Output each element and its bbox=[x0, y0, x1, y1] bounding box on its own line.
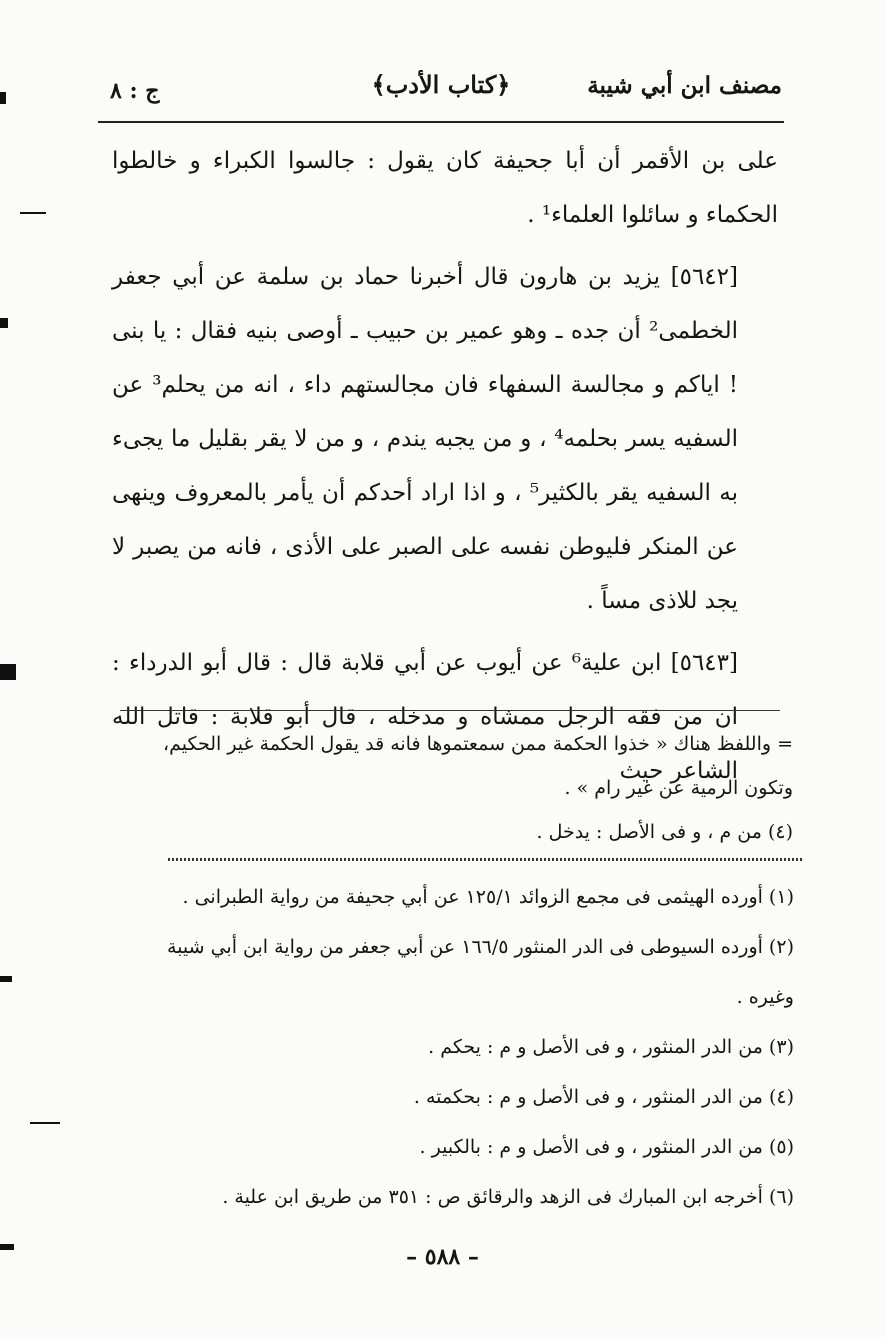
continued-note: = واللفظ هناك « خذوا الحكمة ممن سمعتموها فانه قد يقول الحكمة غير الحكيم، وتكون الرمية عن غير رام » . bbox=[162, 733, 793, 799]
scan-mark bbox=[0, 976, 12, 982]
page-header bbox=[98, 66, 784, 118]
hadith-5643: [٥٦٤٣] ابن علية⁶ عن أيوب عن أبي قلابة قال : قال أبو الدرداء : ان من فقه الرجل ممشاه و مدخله ، قال أبو قلابة : قاتل الله الشاعر حيث bbox=[112, 650, 738, 784]
footnote-1: (١) أورده الهيثمى فى مجمع الزوائد ١٢٥/١ عن أبي جحيفة من رواية الطبرانى . bbox=[182, 886, 794, 908]
paragraph-continuation: على بن الأقمر أن أبا جحيفة كان يقول : جالسوا الكبراء و خالطوا الحكماء و سائلوا العلماء¹ . bbox=[112, 148, 778, 228]
hadith-5642: [٥٦٤٢] يزيد بن هارون قال أخبرنا حماد بن سلمة عن أبي جعفر الخطمى² أن جده ـ وهو عمير بن حبيب ـ أوصى بنيه فقال : يا بنى ! اياكم و مجالسة السفهاء فان مجالستهم داء ، انه من يحلم³ عن السفيه يسر بحلمه⁴ ، و من يجبه يندم ، و من لا يقر بقليل ما يجىء به السفيه يقر بالكثير⁵ ، و اذا اراد أحدكم أن يأمر بالمعروف وينهى عن المنكر فليوطن نفسه على الصبر على الأذى ، فانه من يصبر لا يجد للاذى مساً . bbox=[112, 264, 738, 614]
volume-number: ج : ٨ bbox=[110, 78, 160, 104]
footnote-3: (٣) من الدر المنثور ، و فى الأصل و م : يحكم . bbox=[428, 1036, 794, 1058]
scan-mark bbox=[0, 92, 6, 104]
footnote-5: (٥) من الدر المنثور ، و فى الأصل و م : بالكبير . bbox=[419, 1136, 794, 1158]
scan-mark bbox=[0, 664, 16, 680]
scan-mark bbox=[30, 1122, 60, 1124]
footnote-6: (٦) أخرجه ابن المبارك فى الزهد والرقائق ص : ٣٥١ من طريق ابن علية . bbox=[222, 1186, 794, 1208]
scan-mark bbox=[0, 1244, 14, 1250]
page-number: – ٥٨٨ – bbox=[406, 1244, 479, 1270]
header-rule bbox=[98, 121, 784, 123]
footnote-4: (٤) من الدر المنثور ، و فى الأصل و م : بحكمته . bbox=[413, 1086, 794, 1108]
footnote-wavy-divider bbox=[168, 858, 802, 861]
scan-mark bbox=[0, 318, 8, 328]
footnotes bbox=[120, 872, 794, 1222]
chapter-title: ﴿كتاب الأدب﴾ bbox=[371, 70, 511, 99]
text-footnote-divider bbox=[120, 710, 780, 711]
note-4-previous: (٤) من م ، و فى الأصل : يدخل . bbox=[536, 821, 793, 843]
scan-mark bbox=[20, 212, 46, 214]
book-title: مصنف ابن أبي شيبة bbox=[587, 72, 782, 99]
continued-footnotes bbox=[125, 722, 793, 854]
main-text bbox=[112, 134, 778, 798]
footnote-2: (٢) أورده السيوطى فى الدر المنثور ١٦٦/٥ عن أبي جعفر من رواية ابن أبي شيبة وغيره . bbox=[166, 936, 794, 1008]
